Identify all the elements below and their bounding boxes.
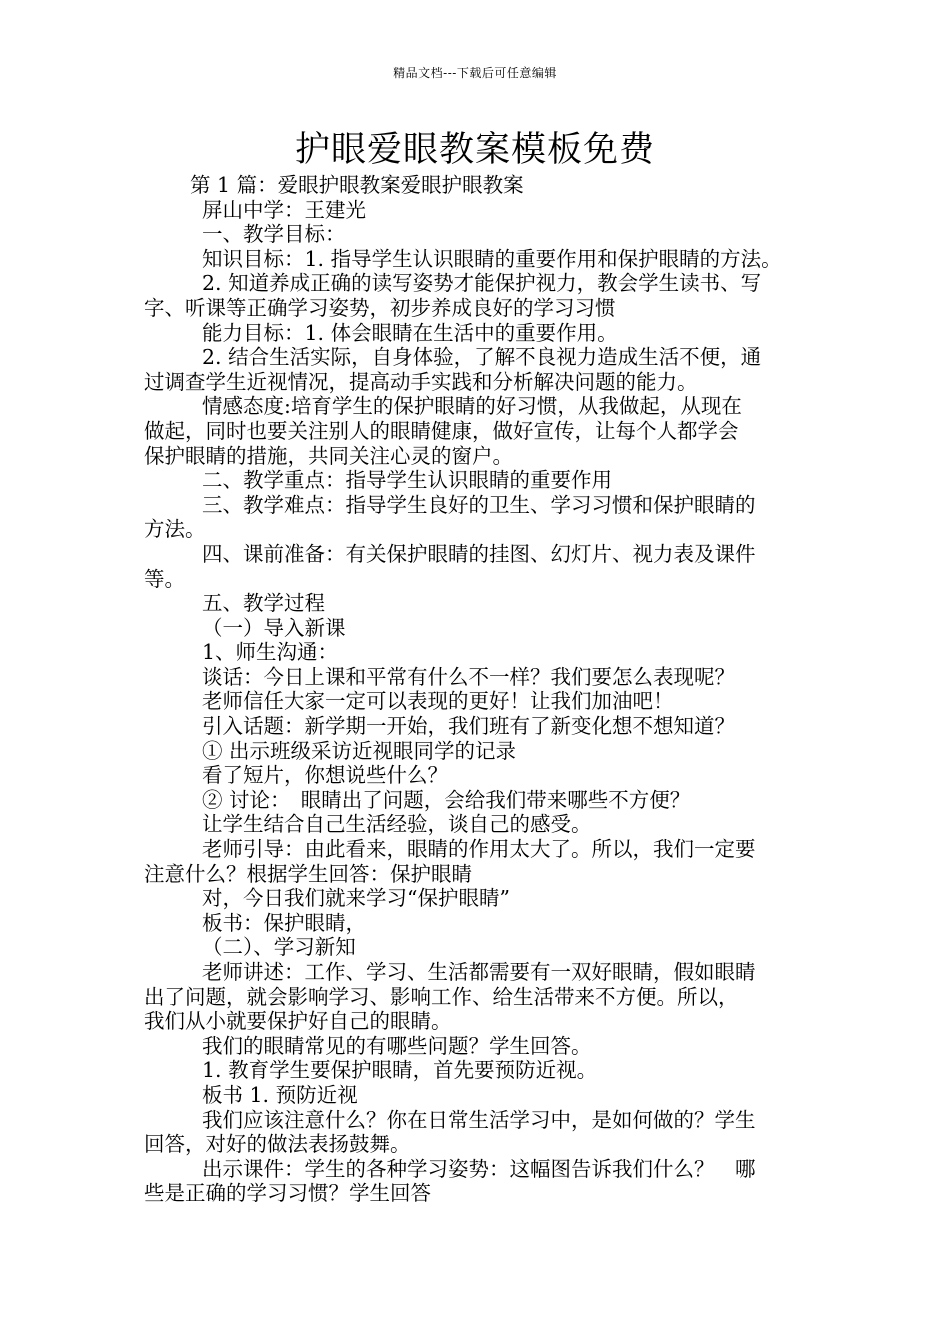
body-line: 谈话：今日上课和平常有什么不一样？我们要怎么表现呢？ (202, 664, 735, 689)
document-body (144, 173, 824, 1206)
body-line: 老师引导：由此看来，眼睛的作用太大了。所以，我们一定要 (202, 837, 756, 862)
body-line: 回答，对好的做法表扬鼓舞。 (144, 1132, 411, 1157)
body-line: 我们的眼睛常见的有哪些问题？学生回答。 (202, 1033, 592, 1058)
body-line: 三、教学难点：指导学生良好的卫生、学习习惯和保护眼睛的 (202, 492, 756, 517)
body-line: （二）、学习新知 (202, 935, 356, 960)
body-line: 过调查学生近视情况，提高动手实践和分析解决问题的能力。 (144, 369, 698, 394)
document-title: 护眼爱眼教案模板免费 (294, 130, 655, 170)
body-line: 五、教学过程 (202, 591, 325, 616)
body-line: 老师信任大家一定可以表现的更好！让我们加油吧！ (202, 689, 674, 714)
body-line: 做起，同时也要关注别人的眼睛健康，做好宣传，让每个人都学会 (144, 418, 739, 443)
body-line: 1. 教育学生要保护眼睛，首先要预防近视。 (202, 1058, 598, 1083)
body-line: 2. 结合生活实际，自身体验，了解不良视力造成生活不便，通 (202, 345, 762, 370)
body-line: 方法。 (144, 517, 206, 542)
body-line: 屏山中学：王建光 (202, 197, 366, 222)
body-line: 些是正确的学习习惯？学生回答 (144, 1181, 431, 1206)
body-line: 一、教学目标： (202, 222, 346, 247)
body-line: 注意什么？根据学生回答：保护眼睛 (144, 861, 472, 886)
body-line: 第 1 篇：爱眼护眼教案爱眼护眼教案 (190, 173, 524, 197)
body-line: 2. 知道养成正确的读写姿势才能保护视力，教会学生读书、写 (202, 271, 762, 296)
body-line: 板书 1. 预防近视 (202, 1082, 358, 1107)
body-line: 我们从小就要保护好自己的眼睛。 (144, 1009, 452, 1034)
body-line: 板书：保护眼睛， (202, 910, 366, 935)
body-line: ② 讨论： 眼睛出了问题，会给我们带来哪些不方便？ (202, 787, 691, 812)
body-line: 1、师生沟通： (202, 640, 339, 665)
body-line: （一）导入新课 (202, 615, 346, 640)
body-line: 能力目标：1. 体会眼睛在生活中的重要作用。 (202, 320, 618, 345)
body-line: 我们应该注意什么？你在日常生活学习中，是如何做的？学生 (202, 1107, 756, 1132)
header-note: 精品文档---下载后可任意编辑 (393, 66, 557, 80)
body-line: 等。 (144, 566, 185, 591)
body-line: 四、课前准备：有关保护眼睛的挂图、幻灯片、视力表及课件 (202, 541, 756, 566)
body-line: 保护眼睛的措施，共同关注心灵的窗户。 (144, 443, 513, 468)
body-line: 让学生结合自己生活经验，谈自己的感受。 (202, 812, 592, 837)
body-line: 出了问题，就会影响学习、影响工作、给生活带来不方便。所以， (144, 984, 739, 1009)
body-line: 二、教学重点：指导学生认识眼睛的重要作用 (202, 468, 612, 493)
body-line: 出示课件：学生的各种学习姿势：这幅图告诉我们什么？ 哪 (202, 1156, 756, 1181)
body-line: 字、听课等正确学习姿势，初步养成良好的学习习惯 (144, 295, 616, 320)
body-line: 对，今日我们就来学习“保护眼睛” (202, 886, 510, 911)
body-line: 看了短片，你想说些什么？ (202, 763, 448, 788)
body-line: 引入话题：新学期一开始，我们班有了新变化想不想知道？ (202, 714, 735, 739)
body-line: ① 出示班级采访近视眼同学的记录 (202, 738, 517, 763)
body-line: 情感态度:培育学生的保护眼睛的好习惯，从我做起，从现在 (202, 394, 742, 419)
body-line: 老师讲述：工作、学习、生活都需要有一双好眼睛，假如眼睛 (202, 960, 756, 984)
body-line: 知识目标：1. 指导学生认识眼睛的重要作用和保护眼睛的方法。 (202, 246, 782, 271)
